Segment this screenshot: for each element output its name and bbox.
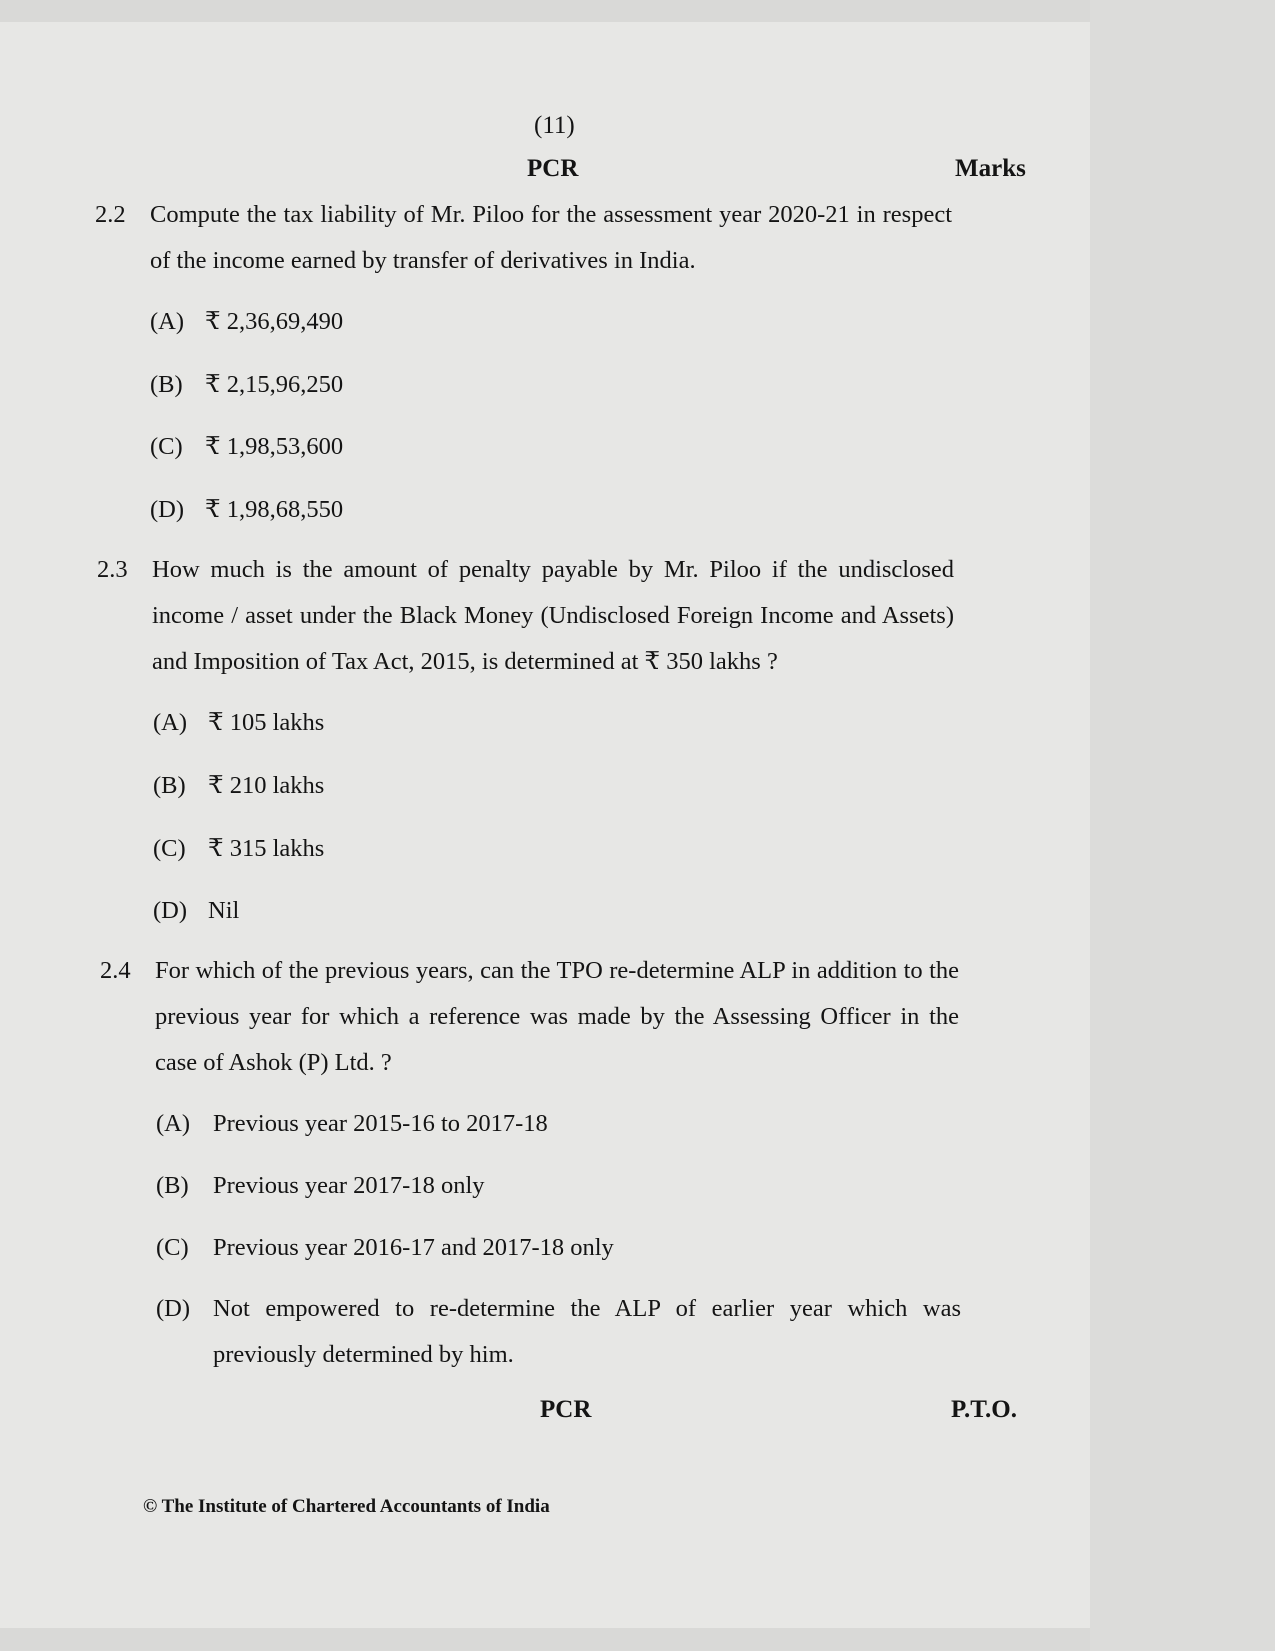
option-label: (D) (156, 1295, 191, 1322)
option-text: Previous year 2016-17 and 2017-18 only (213, 1234, 614, 1261)
page-edge-background (1090, 0, 1275, 1651)
option-text: ₹ 315 lakhs (208, 835, 325, 862)
question-text: How much is the amount of penalty payable by Mr. Piloo if the undisclosed income / asset under the Black Money (Undisclosed Foreign Income and Assets) and Imposition of Tax Act, 2015, is determined at ₹ 350 lakhs ? (152, 556, 954, 675)
option-text: Previous year 2015-16 to 2017-18 (213, 1110, 548, 1137)
option-text: Not empowered to re-determine the ALP of earlier year which was previously determined by him. (213, 1295, 961, 1368)
option-label: (C) (150, 433, 183, 460)
option-text: ₹ 1,98,68,550 (205, 496, 344, 523)
option-label: (A) (153, 709, 188, 736)
option-label: (B) (153, 772, 186, 799)
copyright-notice: © The Institute of Chartered Accountants of India (143, 1496, 550, 1517)
please-turn-over: P.T.O. (951, 1396, 1017, 1423)
option-label: (B) (150, 371, 183, 398)
question-text: For which of the previous years, can the TPO re-determine ALP in addition to the previous year for which a reference was made by the Assessing Officer in the case of Ashok (P) Ltd. ? (155, 957, 959, 1076)
option-label: (D) (153, 897, 188, 924)
footer-paper-code: PCR (540, 1396, 592, 1423)
question-text: Compute the tax liability of Mr. Piloo for the assessment year 2020-21 in respect of the income earned by transfer of derivatives in India. (150, 201, 952, 274)
option-text: ₹ 105 lakhs (208, 709, 325, 736)
option-text: Nil (208, 897, 240, 924)
option-text: ₹ 2,15,96,250 (205, 371, 344, 398)
option-label: (A) (156, 1110, 191, 1137)
option-text: Previous year 2017-18 only (213, 1172, 485, 1199)
option-text: ₹ 210 lakhs (208, 772, 325, 799)
paper-code-header: PCR (527, 155, 579, 182)
exam-page (0, 22, 1090, 1628)
option-label: (B) (156, 1172, 189, 1199)
question-number: 2.4 (100, 957, 131, 984)
option-label: (D) (150, 496, 185, 523)
page-number: (11) (534, 112, 575, 139)
option-label: (A) (150, 308, 185, 335)
marks-column-header: Marks (955, 155, 1026, 182)
option-label: (C) (153, 835, 186, 862)
question-number: 2.3 (97, 556, 128, 583)
option-text: ₹ 2,36,69,490 (205, 308, 344, 335)
option-text: ₹ 1,98,53,600 (205, 433, 344, 460)
question-number: 2.2 (95, 201, 126, 228)
option-label: (C) (156, 1234, 189, 1261)
